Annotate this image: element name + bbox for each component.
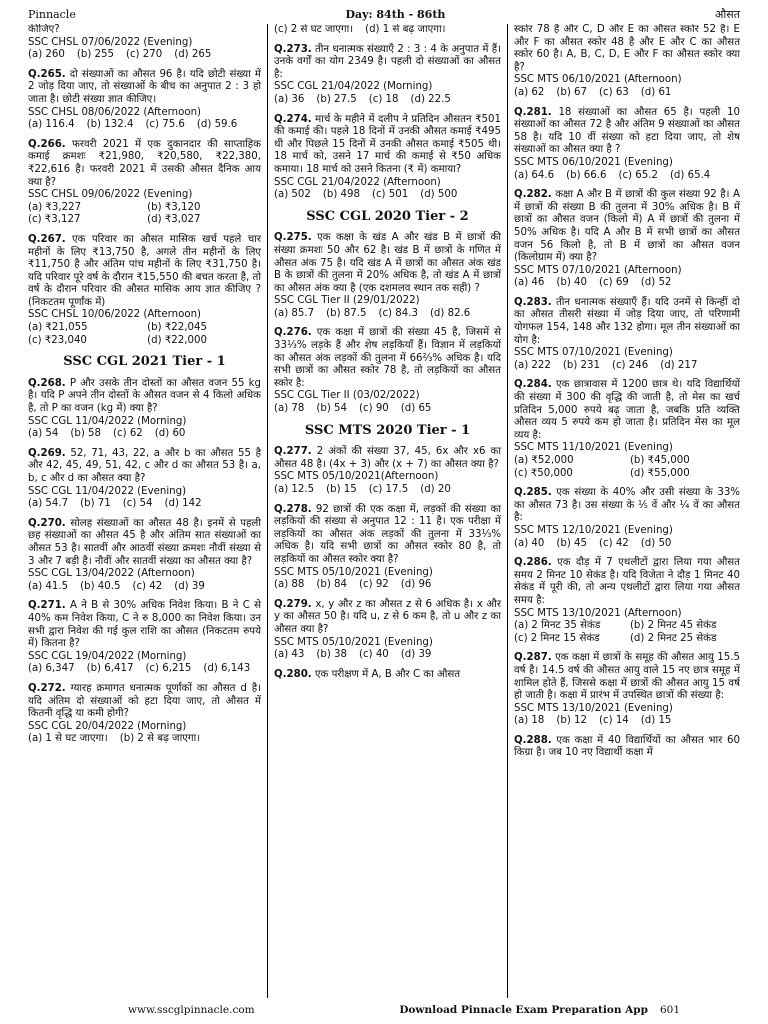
options xyxy=(28,322,261,347)
option: (a) ₹21,055 xyxy=(28,322,88,334)
header-day: Day: 84th - 86th xyxy=(345,7,446,21)
option: (c) 270 xyxy=(125,49,163,61)
option: (d) 142 xyxy=(164,498,202,510)
option: (a) 54 xyxy=(28,428,59,440)
column-2 xyxy=(268,24,508,998)
question-text: x, y और z का औसत z से 6 अधिक है। x और y का औसत 50 है। यदि u, z से 6 कम है, तो u और z का औसत क्या है? xyxy=(274,598,501,635)
option: (b) 54 xyxy=(316,403,348,415)
option: (d) 1 से बढ़ जाएगा। xyxy=(365,24,446,35)
options xyxy=(274,403,501,416)
option: (c) 92 xyxy=(359,579,389,591)
question-274 xyxy=(274,114,501,202)
question-text: P और उसके तीन दोस्तों का औसत वजन 55 kg है। यदि P अपने तीन दोस्तों के औसत वजन से 4 किलो अधिक है, तो P का वजन (kg में) क्या है? xyxy=(28,377,261,415)
option: (c) 84.3 xyxy=(378,307,418,319)
question-280 xyxy=(274,669,501,682)
option: (d) 59.6 xyxy=(196,119,238,131)
option: (c) 69 xyxy=(599,277,629,289)
question-source: SSC CGL Tier II (29/01/2022) xyxy=(274,295,420,307)
question-text: एक संख्या के 40% और उसी संख्या के 33% का औसत 73 है। उस संख्या के ⅕ वें और ¼ वें का औसत है: xyxy=(514,487,740,524)
option: (b) 87.5 xyxy=(326,307,367,319)
column-1 xyxy=(28,24,268,998)
page-footer xyxy=(28,1002,740,1018)
option: (c) 63 xyxy=(599,86,629,98)
option: (d) 265 xyxy=(174,49,212,61)
question-number: Q.288. xyxy=(514,734,552,746)
option: (b) 58 xyxy=(70,428,102,440)
option: (d) 65 xyxy=(400,403,432,415)
question-277 xyxy=(274,446,501,496)
question-text: एक कक्षा के खंड A और खंड B में छात्रों की संख्या क्रमशः 50 और 62 है। खंड B में छात्रों के गणित में औसत अंक 75 है। यदि खंड A में छात्रों का औसत अंक खंड B के छात्रों की तुलना में 20% अधिक है, तो खंड A में छात्रों का औसत अंक क्या है (एक दशमलव स्थान तक सही) ? xyxy=(274,232,501,294)
question-number: Q.271. xyxy=(28,600,66,612)
option: (b) 40 xyxy=(556,277,588,289)
question-text: 52, 71, 43, 22, a और b का औसत 55 है और 42, 45, 49, 51, 42, c और d का औसत 53 है। a, b, c और d का औसत क्या है? xyxy=(28,447,261,484)
question-source: SSC CGL 11/04/2022 (Morning) xyxy=(28,415,187,427)
question-source: SSC CGL 19/04/2022 (Morning) xyxy=(28,650,187,662)
option: (d) 22.5 xyxy=(410,93,451,105)
option: (a) ₹52,000 xyxy=(514,455,574,466)
question-text: 2 अंकों की संख्या 37, 45, 6x और x6 का औसत 48 है। (4x + 3) और (x + 7) का औसत क्या है? xyxy=(274,446,501,470)
option: (a) 222 xyxy=(514,359,551,371)
option: (c) 42 xyxy=(132,580,163,592)
option: (d) 60 xyxy=(154,428,186,440)
question-number: Q.279. xyxy=(274,598,312,610)
question-text: फरवरी 2021 में एक दुकानदार की साप्ताहिक कमाई क्रमशः ₹21,980, ₹20,580, ₹22,380, ₹22,616 है। फरवरी 2021 में उसकी औसत दैनिक आय क्या है? xyxy=(28,138,261,188)
question-text: दो संख्याओं का औसत 96 है। यदि छोटी संख्या में 2 जोड़ दिया जाए, तो संख्याओं के बीच का अनुपात 2 : 3 हो जाता है। छोटी संख्या ज्ञात कीजिए। xyxy=(28,68,261,105)
option: (d) ₹3,027 xyxy=(147,214,201,226)
options xyxy=(274,649,501,662)
question-278 xyxy=(274,504,501,592)
question-268 xyxy=(28,378,261,441)
section-heading: SSC CGL 2020 Tier - 2 xyxy=(306,208,469,224)
question-number: Q.272. xyxy=(28,682,66,694)
options xyxy=(274,24,501,37)
option: (b) ₹3,120 xyxy=(147,201,201,213)
question-cont-3 xyxy=(514,24,740,100)
options xyxy=(514,277,740,290)
option: (a) 64.6 xyxy=(514,169,555,181)
options xyxy=(28,733,261,746)
option: (b) 40.5 xyxy=(80,580,121,592)
question-275 xyxy=(274,232,501,320)
option: (b) 84 xyxy=(316,579,348,591)
question-number: Q.275. xyxy=(274,232,312,244)
options xyxy=(274,484,501,497)
options xyxy=(514,715,740,728)
question-text: सोलह संख्याओं का औसत 48 है। इनमें से पहली छह संख्याओं का औसत 45 है और अंतिम सात संख्याओं का औसत 53 है। सातवीं और आठवीं संख्या क्रमशः नौवीं संख्या से 3 और 7 बड़ी है। नौवीं और सातवीं संख्या का औसत क्या है? xyxy=(28,517,261,567)
option: (d) 20 xyxy=(420,484,451,495)
question-number: Q.278. xyxy=(274,503,312,515)
footer-website-link[interactable]: www.sscglpinnacle.com xyxy=(128,1004,255,1016)
question-source: SSC CHSL 08/06/2022 (Afternoon) xyxy=(28,106,202,118)
question-source: SSC CGL Tier II (03/02/2022) xyxy=(274,390,420,402)
question-text: कीजिए? xyxy=(28,24,60,35)
option: (a) 62 xyxy=(514,86,545,98)
question-source: SSC CGL 13/04/2022 (Afternoon) xyxy=(28,568,195,580)
option: (d) 39 xyxy=(400,649,432,661)
option: (b) 255 xyxy=(76,49,114,61)
option: (b) ₹45,000 xyxy=(629,455,690,466)
option: (a) 1 से घट जाएगा। xyxy=(28,733,108,745)
question-number: Q.266. xyxy=(28,138,66,150)
option: (a) 116.4 xyxy=(28,119,75,131)
question-number: Q.267. xyxy=(28,233,66,245)
question-287 xyxy=(514,652,740,728)
column-3 xyxy=(508,24,740,998)
option: (a) 2 मिनट 35 सेकंड xyxy=(514,620,601,632)
question-source: SSC CGL 21/04/2022 (Morning) xyxy=(274,81,433,93)
option: (c) 6,215 xyxy=(145,663,192,675)
options xyxy=(514,170,740,183)
option: (a) 260 xyxy=(28,49,65,61)
options xyxy=(28,581,261,594)
question-284 xyxy=(514,379,740,480)
option: (b) 231 xyxy=(562,359,600,371)
option: (a) 88 xyxy=(274,579,305,591)
question-number: Q.269. xyxy=(28,447,66,459)
options xyxy=(28,428,261,441)
page-header xyxy=(28,6,740,22)
option: (b) ₹22,045 xyxy=(147,322,207,334)
question-number: Q.277. xyxy=(274,446,312,458)
question-286 xyxy=(514,557,740,645)
option: (c) 2 मिनट 15 सेकंड xyxy=(514,632,600,644)
question-source: SSC MTS 12/10/2021 (Evening) xyxy=(514,524,673,536)
question-number: Q.276. xyxy=(274,327,312,339)
question-273 xyxy=(274,44,501,107)
option: (d) 50 xyxy=(640,537,672,549)
option: (d) 82.6 xyxy=(429,307,471,319)
question-source: SSC MTS 07/10/2021 (Evening) xyxy=(514,347,673,359)
option: (a) 502 xyxy=(274,189,311,201)
option: (d) 65.4 xyxy=(669,169,711,181)
option: (a) 43 xyxy=(274,649,305,661)
option: (b) 67 xyxy=(556,86,588,98)
question-text: 18 संख्याओं का औसत 65 है। पहली 10 संख्याओं का औसत 72 है और अंतिम 9 संख्याओं का औसत 58 है। यदि 10 वीं संख्या को हटा दिया जाए, तो शेष संख्याओं का औसत क्या है ? xyxy=(514,106,740,156)
option: (d) ₹22,000 xyxy=(147,334,207,346)
question-270 xyxy=(28,518,261,594)
question-source: SSC CHSL 09/06/2022 (Evening) xyxy=(28,189,193,201)
question-288 xyxy=(514,735,740,760)
question-source: SSC MTS 05/10/2021(Afternoon) xyxy=(274,471,439,483)
question-276 xyxy=(274,327,501,415)
question-text: ग्यारह क्रमागत धनात्मक पूर्णांकों का औसत d है। यदि अंतिम दो संख्याओं को हटा दिया जाए, तो औसत में कितनी वृद्धि या कमी होगी? xyxy=(28,682,261,720)
question-text: A ने B से 30% अधिक निवेश किया। B ने C से 40% कम निवेश किया, C ने रु 8,000 का निवेश किया। उन सभी द्वारा निवेश की गई कुल राशि का औसत (निकटतम रुपये में) कितना है? xyxy=(28,600,261,650)
option: (a) 41.5 xyxy=(28,580,69,592)
question-text: एक दौड़ में 7 एथलीटों द्वारा लिया गया औसत समय 2 मिनट 10 सेकंड है। यदि विजेता ने दौड़ 1 मिनट 40 सेकंड में पूरी की, तो अन्य एथलीटों द्वारा लिया गया औसत समय है: xyxy=(514,557,740,606)
question-number: Q.287. xyxy=(514,652,552,664)
question-281 xyxy=(514,107,740,183)
question-text: तीन धनात्मक संख्याएँ हैं। यदि उनमें से किन्हीं दो का औसत तीसरी संख्या में जोड़ दिया जाए, तो परिणामी योगफल 154, 148 और 132 होगा। मूल तीन संख्याओं का योग है: xyxy=(514,296,740,346)
option: (c) 65.2 xyxy=(618,169,658,181)
option: (c) 42 xyxy=(599,537,629,549)
option: (c) ₹3,127 xyxy=(28,214,81,226)
question-285 xyxy=(514,487,740,550)
option: (b) 2 से बढ़ जाएगा। xyxy=(119,733,201,745)
question-cont-1 xyxy=(28,24,261,62)
option: (b) 38 xyxy=(316,649,348,661)
option: (c) 14 xyxy=(599,715,629,727)
question-text: एक परीक्षण में A, B और C का औसत xyxy=(314,668,461,680)
question-number: Q.274. xyxy=(274,113,312,125)
option: (b) 2 मिनट 45 सेकंड xyxy=(629,620,717,632)
option: (d) 2 मिनट 25 सेकंड xyxy=(629,632,717,644)
option: (c) 2 से घट जाएगा। xyxy=(274,24,354,35)
option: (a) ₹3,227 xyxy=(28,201,82,213)
question-283 xyxy=(514,297,740,373)
option: (d) 15 xyxy=(640,715,672,727)
page-number: 601 xyxy=(659,1004,680,1016)
option: (c) 90 xyxy=(359,403,389,415)
option: (c) 17.5 xyxy=(368,484,409,495)
option: (b) 71 xyxy=(80,498,111,510)
question-number: Q.282. xyxy=(514,189,552,201)
options xyxy=(274,189,501,202)
question-text: एक परिवार का औसत मासिक खर्च पहले चार महीनों के लिए ₹13,750 है, अगले तीन महीनों के लिए ₹11,750 है और अंतिम पांच महीनों के लिए ₹31,750 है। यदि परिवार पूरे वर्ष के दौरान ₹15,550 की बचत करता है, तो वर्ष के दौरान परिवार की औसत मासिक आय ज्ञात कीजिए ?(निकटतम पूर्णांक में) xyxy=(28,233,261,308)
question-number: Q.265. xyxy=(28,68,66,80)
question-source: SSC CHSL 10/06/2022 (Afternoon) xyxy=(28,309,202,321)
option: (b) 27.5 xyxy=(316,93,357,105)
options xyxy=(514,455,740,480)
question-text: 92 छात्रों की एक कक्षा में, लड़कों की संख्या का लड़कियों की संख्या से अनुपात 12 : 11 है। एक परीक्षा में लड़कियों का औसत अंक लड़कों की तुलना में 33⅓% अधिक है। यदि सभी छात्रों का औसत स्कोर 80 है, तो लड़कियों का औसत स्कोर क्या है? xyxy=(274,503,501,565)
header-brand: Pinnacle xyxy=(28,7,76,21)
option: (a) 12.5 xyxy=(274,484,315,495)
option: (a) 6,347 xyxy=(28,663,75,675)
options xyxy=(514,620,740,645)
option: (b) 12 xyxy=(556,715,588,727)
option: (d) 500 xyxy=(420,189,458,201)
option: (c) 40 xyxy=(359,649,389,661)
question-number: Q.268. xyxy=(28,377,66,389)
question-269 xyxy=(28,448,261,511)
question-272 xyxy=(28,683,261,746)
question-source: SSC CHSL 07/06/2022 (Evening) xyxy=(28,36,193,48)
question-cont-2 xyxy=(274,24,501,37)
option: (b) 15 xyxy=(326,484,357,495)
options xyxy=(274,579,501,592)
question-number: Q.284. xyxy=(514,379,552,391)
question-text: एक कक्षा में छात्रों के समूह की औसत आयु 15.5 वर्ष है। 14.5 वर्ष की औसत आयु वाले 15 नए छात्र समूह में शामिल होते हैं, जिससे कक्षा में छात्रों की औसत आयु 15 वर्ष हो जाती है। कक्षा में प्रारंभ में उपस्थित छात्रों की संख्या है: xyxy=(514,652,740,702)
question-282 xyxy=(514,189,740,290)
options xyxy=(274,94,501,107)
option: (d) 61 xyxy=(640,86,672,98)
question-source: SSC MTS 06/10/2021 (Afternoon) xyxy=(514,74,682,86)
option: (c) ₹50,000 xyxy=(514,467,573,479)
option: (b) 132.4 xyxy=(86,119,134,131)
option: (d) 52 xyxy=(640,277,672,289)
options xyxy=(28,202,261,227)
question-number: Q.286. xyxy=(514,557,552,569)
question-number: Q.281. xyxy=(514,106,552,118)
options xyxy=(274,308,501,321)
question-text: तीन धनात्मक संख्याएँ 2 : 3 : 4 के अनुपात में हैं। उनके वर्गों का योग 2349 है। पहली दो संख्याओं का औसत है: xyxy=(274,43,501,80)
option: (d) 217 xyxy=(660,359,698,371)
question-267 xyxy=(28,234,261,347)
option: (d) ₹55,000 xyxy=(629,467,690,479)
question-source: SSC MTS 06/10/2021 (Evening) xyxy=(514,156,673,168)
option: (b) 498 xyxy=(322,189,360,201)
options xyxy=(514,87,740,100)
options xyxy=(28,663,261,676)
question-number: Q.285. xyxy=(514,487,552,499)
question-source: SSC MTS 07/10/2021 (Afternoon) xyxy=(514,264,682,276)
question-source: SSC CGL 21/04/2022 (Afternoon) xyxy=(274,176,441,188)
question-text: एक कक्षा में छात्रों की संख्या 45 है, जिसमें से 33⅓% लड़के हैं और शेष लड़कियाँ हैं। विज्ञान में लड़कियों का औसत अंक लड़कों की तुलना में 66⅔% अधिक है। यदि सभी छात्रों का औसत स्कोर 78 है, तो लड़कियों का औसत स्कोर है: xyxy=(274,327,501,389)
question-source: SSC MTS 13/10/2021 (Afternoon) xyxy=(514,607,682,619)
option: (c) 62 xyxy=(113,428,143,440)
option: (c) 18 xyxy=(368,93,399,105)
question-source: SSC MTS 05/10/2021 (Evening) xyxy=(274,566,433,578)
option: (c) 501 xyxy=(371,189,409,201)
question-source: SSC MTS 11/10/2021 (Evening) xyxy=(514,442,673,454)
question-text: एक कक्षा में 40 विद्यार्थियों का औसत भार 60 किग्रा है। जब 10 नए विद्यार्थी कक्षा में xyxy=(514,734,740,759)
option: (d) 39 xyxy=(174,580,205,592)
options xyxy=(28,49,261,62)
option: (b) 66.6 xyxy=(566,169,607,181)
options xyxy=(514,360,740,373)
question-source: SSC CGL 20/04/2022 (Morning) xyxy=(28,720,187,732)
option: (a) 85.7 xyxy=(274,307,315,319)
option: (a) 18 xyxy=(514,715,545,727)
options xyxy=(514,538,740,551)
option: (c) 246 xyxy=(611,359,649,371)
option: (d) 6,143 xyxy=(203,663,251,675)
question-number: Q.270. xyxy=(28,517,66,529)
question-text: एक छात्रावास में 1200 छात्र थे। यदि विद्यार्थियों की संख्या में 300 की वृद्धि की जाती है, तो मेस का खर्च प्रतिदिन 5,000 रुपये बढ़ जाता है, जबकि प्रति व्यक्ति औसत व्यय 5 रुपये कम हो जाता है। प्रतिदिन मेस का मूल व्यय है: xyxy=(514,379,740,441)
option: (b) 45 xyxy=(556,537,588,549)
footer-app-promo: Download Pinnacle Exam Preparation App xyxy=(399,1004,648,1016)
option: (a) 78 xyxy=(274,403,305,415)
question-source: SSC MTS 13/10/2021 (Evening) xyxy=(514,702,673,714)
option: (c) ₹23,040 xyxy=(28,334,87,346)
columns xyxy=(28,24,740,998)
question-271 xyxy=(28,600,261,676)
option: (a) 54.7 xyxy=(28,498,69,510)
question-source: SSC CGL 11/04/2022 (Evening) xyxy=(28,485,187,497)
question-number: Q.273. xyxy=(274,43,312,55)
question-text: स्कोर 78 है और C, D और E का औसत स्कोर 52 है। E और F का औसत स्कोर 48 है और E और C का औसत स्कोर 60 है। A, B, C, D, E और F का औसत स्कोर क्या है? xyxy=(514,24,740,73)
option: (a) 40 xyxy=(514,537,545,549)
question-number: Q.280. xyxy=(274,668,312,680)
question-265 xyxy=(28,69,261,132)
options xyxy=(28,498,261,511)
option: (d) 96 xyxy=(400,579,432,591)
section-heading: SSC CGL 2021 Tier - 1 xyxy=(63,354,226,370)
option: (a) 36 xyxy=(274,93,305,105)
option: (c) 54 xyxy=(122,498,153,510)
header-topic: औसत xyxy=(715,7,740,21)
question-text: कक्षा A और B में छात्रों की कुल संख्या 92 है। A में छात्रों की संख्या B की तुलना में 30% अधिक है। B में छात्रों का औसत वजन (किलो में) A में छात्रों की तुलना में 50% अधिक है। यदि A और B में सभी छात्रों का औसत वजन 56 किलो है, तो B में छात्रों का औसत वजन (किलोग्राम में) क्या है? xyxy=(514,189,740,264)
option: (c) 75.6 xyxy=(145,119,185,131)
section-heading: SSC MTS 2020 Tier - 1 xyxy=(304,422,471,438)
question-source: SSC MTS 05/10/2021 (Evening) xyxy=(274,636,433,648)
option: (a) 46 xyxy=(514,277,545,289)
question-number: Q.283. xyxy=(514,296,552,308)
question-266 xyxy=(28,139,261,227)
question-279 xyxy=(274,599,501,662)
question-text: मार्च के महीने में दलीप ने प्रतिदिन औसतन ₹501 की कमाई की। पहले 18 दिनों में उनकी औसत कमाई ₹495 थी और पिछले 15 दिनों में उनकी औसत कमाई ₹505 थी। 18 मार्च को, उसने 17 मार्च की कमाई से ₹50 अधिक कमाया। 18 मार्च को उसने कितना (₹ में) कमाया? xyxy=(274,113,501,175)
options xyxy=(28,119,261,132)
option: (b) 6,417 xyxy=(86,663,134,675)
